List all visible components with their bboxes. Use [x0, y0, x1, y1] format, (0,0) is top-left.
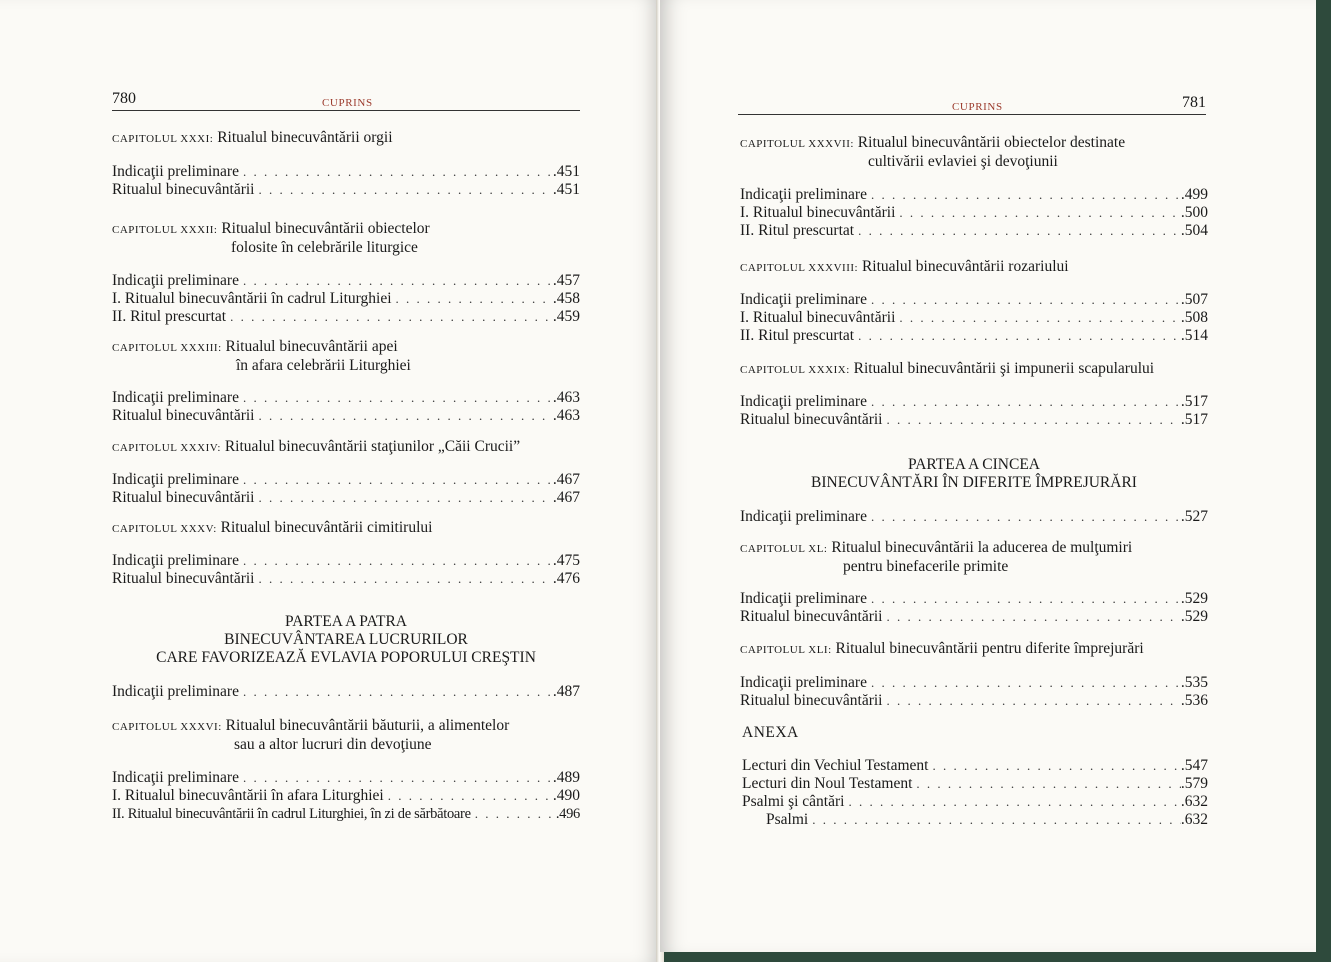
toc-entry[interactable]: Indicaţii preliminare . . . .475: [112, 552, 580, 570]
toc-entry[interactable]: Indicaţii preliminare . . . .529: [740, 590, 1208, 608]
toc-entry[interactable]: Indicaţii preliminare . . . .489: [112, 769, 580, 787]
running-head: CUPRINS: [322, 97, 373, 109]
running-head: CUPRINS: [952, 101, 1003, 113]
toc-entries: [112, 389, 580, 425]
page-header-right: [738, 94, 1206, 115]
page-number: 781: [1182, 94, 1206, 111]
toc-entries: [112, 552, 580, 588]
chapter-section: [112, 438, 580, 457]
chapter-heading: CAPITOLUL XXXII: Ritualul binecuvântării obiectelor folosite în celebrările liturgice: [112, 220, 430, 256]
toc-entries: [740, 186, 1208, 240]
chapter-section: [112, 717, 580, 754]
toc-entry[interactable]: II. Ritul prescurtat . . . .514: [740, 327, 1208, 345]
toc-entries: [742, 757, 1208, 829]
toc-entries: [740, 393, 1208, 429]
part-heading: [740, 456, 1208, 492]
toc-entries: [740, 674, 1208, 710]
toc-entry[interactable]: Psalmi . . . .632: [742, 811, 1208, 829]
chapter-heading: CAPITOLUL XXXIV: Ritualul binecuvântării staţiunilor „Căii Crucii”: [112, 438, 521, 455]
chapter-heading: CAPITOLUL XLI: Ritualul binecuvântării pentru diferite împrejurări: [740, 640, 1144, 657]
chapter-section: [740, 539, 1208, 576]
right-page: [660, 0, 1316, 952]
toc-entries: [112, 471, 580, 507]
toc-entry[interactable]: II. Ritul prescurtat . . . .504: [740, 222, 1208, 240]
chapter-heading: CAPITOLUL XXXIX: Ritualul binecuvântării şi impunerii scapularului: [740, 360, 1155, 377]
toc-entry[interactable]: Psalmi şi cântări . . . .632: [742, 793, 1208, 811]
toc-entry[interactable]: I. Ritualul binecuvântării în afara Liturghiei . . . .490: [112, 787, 580, 805]
toc-entry[interactable]: Lecturi din Vechiul Testament . . . .547: [742, 757, 1208, 775]
toc-entries: [740, 508, 1208, 526]
toc-entries: [740, 590, 1208, 626]
toc-entry[interactable]: II. Ritul prescurtat . . . .459: [112, 308, 580, 326]
toc-entry[interactable]: Indicaţii preliminare . . . .517: [740, 393, 1208, 411]
toc-entry[interactable]: Indicaţii preliminare . . . .451: [112, 163, 580, 181]
toc-entries: [740, 291, 1208, 345]
chapter-heading: CAPITOLUL XXXV: Ritualul binecuvântării cimitirului: [112, 519, 433, 536]
toc-entry[interactable]: Indicaţii preliminare . . . .463: [112, 389, 580, 407]
toc-entry[interactable]: Ritualul binecuvântării . . . .467: [112, 489, 580, 507]
part-subtitle: CARE FAVORIZEAZĂ EVLAVIA POPORULUI CREŞTIN: [156, 649, 536, 666]
toc-entries: [112, 272, 580, 326]
chapter-section: [740, 134, 1208, 171]
chapter-heading: CAPITOLUL XXXVIII: Ritualul binecuvântării rozariului: [740, 258, 1069, 275]
chapter-heading: CAPITOLUL XL: Ritualul binecuvântării la aducerea de mulţumiri pentru binefacerile primite: [740, 539, 1133, 575]
toc-entry[interactable]: Ritualul binecuvântării . . . .517: [740, 411, 1208, 429]
toc-entries: [112, 163, 580, 199]
page-header-left: [112, 90, 580, 111]
toc-entry[interactable]: Indicaţii preliminare . . . .507: [740, 291, 1208, 309]
toc-entry[interactable]: Ritualul binecuvântării . . . .476: [112, 570, 580, 588]
chapter-section: [112, 129, 580, 148]
chapter-section: [112, 220, 580, 257]
toc-entry[interactable]: Indicaţii preliminare . . . .467: [112, 471, 580, 489]
part-subtitle: BINECUVÂNTAREA LUCRURILOR: [224, 631, 468, 648]
part-title: PARTEA A CINCEA: [908, 456, 1040, 473]
toc-entry[interactable]: Ritualul binecuvântării . . . .529: [740, 608, 1208, 626]
toc-entry[interactable]: Indicaţii preliminare . . . .457: [112, 272, 580, 290]
page-number: 780: [112, 90, 136, 107]
toc-entry[interactable]: Indicaţii preliminare . . . .487: [112, 683, 580, 701]
toc-entry[interactable]: Indicaţii preliminare . . . .535: [740, 674, 1208, 692]
toc-entry[interactable]: Ritualul binecuvântării . . . .451: [112, 181, 580, 199]
toc-entry[interactable]: I. Ritualul binecuvântării în cadrul Liturghiei . . . .458: [112, 290, 580, 308]
toc-entry[interactable]: II. Ritualul binecuvântării în cadrul Liturghiei, în zi de sărbătoare . . . .496: [112, 805, 580, 823]
chapter-heading: CAPITOLUL XXXVII: Ritualul binecuvântării obiectelor destinate cultivării evlaviei şi devoţiunii: [740, 134, 1126, 170]
toc-entry[interactable]: Ritualul binecuvântării . . . .463: [112, 407, 580, 425]
toc-entry[interactable]: Lecturi din Noul Testament . . . .579: [742, 775, 1208, 793]
toc-entry[interactable]: I. Ritualul binecuvântării . . . .500: [740, 204, 1208, 222]
toc-entry[interactable]: Indicaţii preliminare . . . .499: [740, 186, 1208, 204]
toc-entries: [112, 769, 580, 823]
chapter-section: [740, 360, 1208, 379]
part-subtitle: BINECUVÂNTĂRI ÎN DIFERITE ÎMPREJURĂRI: [811, 474, 1137, 491]
chapter-section: [112, 338, 580, 375]
toc-entry[interactable]: Indicaţii preliminare . . . .527: [740, 508, 1208, 526]
annex-heading: ANEXA: [742, 724, 799, 741]
part-heading: [112, 613, 580, 667]
toc-entries: [112, 683, 580, 701]
chapter-heading: CAPITOLUL XXXIII: Ritualul binecuvântării apei în afara celebrării Liturghiei: [112, 338, 411, 374]
left-page: [0, 0, 660, 962]
chapter-section: [740, 640, 1208, 659]
chapter-heading: CAPITOLUL XXXI: Ritualul binecuvântării orgii: [112, 129, 393, 146]
toc-entry[interactable]: I. Ritualul binecuvântării . . . .508: [740, 309, 1208, 327]
chapter-section: [740, 258, 1208, 277]
chapter-section: [112, 519, 580, 538]
chapter-heading: CAPITOLUL XXXVI: Ritualul binecuvântării băuturii, a alimentelor sau a altor lucruri din devoţiune: [112, 717, 510, 753]
part-title: PARTEA A PATRA: [285, 613, 407, 630]
toc-entry[interactable]: Ritualul binecuvântării . . . .536: [740, 692, 1208, 710]
